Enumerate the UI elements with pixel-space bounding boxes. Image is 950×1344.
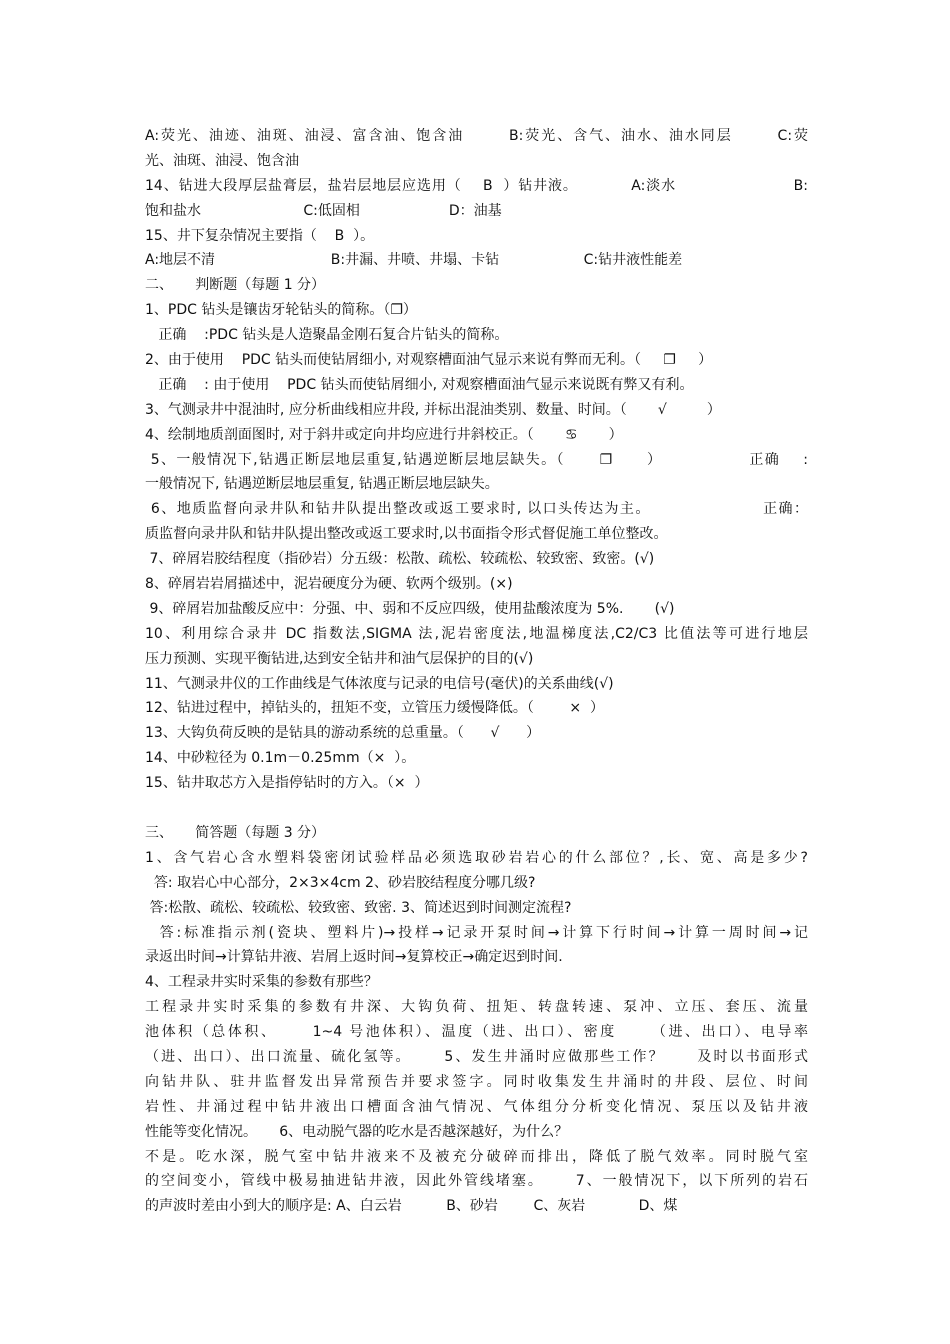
text-line: 12、钻进过程中，掉钻头的，扭矩不变，立管压力缓慢降低。（ × ）	[145, 700, 605, 717]
text-line: 向钻井队、驻井监督发出异常预告并要求签字。同时收集发生井涌时的井段、层位、时间	[145, 1073, 808, 1090]
text-line: 11、气测录井仪的工作曲线是气体浓度与记录的电信号(毫伏)的关系曲线(√)	[145, 675, 614, 692]
text-line: 的空间变小，管线中极易抽进钻井液，因此外管线堵塞。 7、一般情况下，以下所列的岩石	[145, 1173, 808, 1190]
text-line: 7、碎屑岩胶结程度（指砂岩）分五级：松散、疏松、较疏松、较致密、致密。(√)	[145, 551, 655, 568]
text-line: 3、气测录井中混油时, 应分析曲线相应井段, 并标出混油类别、数量、时间。（ √ ）	[145, 401, 721, 418]
text-line: 的声波时差由小到大的顺序是: A、白云岩 B、砂岩 C、灰岩 D、煤	[145, 1198, 678, 1215]
text-line: 1、含气岩心含水塑料袋密闭试验样品必须选取砂岩岩心的什么部位？,长、宽、高是多少?	[145, 849, 808, 866]
text-line: 一般情况下, 钻遇逆断层地层重复, 钻遇正断层地层缺失。	[145, 476, 499, 493]
text-line: 14、钻进大段厚层盐膏层，盐岩层地层应选用（ B ）钻井液。 A:淡水 B:	[145, 177, 808, 194]
text-line: 10、利用综合录井 DC 指数法,SIGMA 法,泥岩密度法,地温梯度法,C2/C3 比值法等可进行地层	[145, 625, 808, 642]
text-line: 13、大钩负荷反映的是钻具的游动系统的总重量。（ √ ）	[145, 725, 541, 742]
text-line: 4、工程录井实时采集的参数有那些？	[145, 974, 378, 991]
text-line: 三、 简答题（每题 3 分）	[145, 824, 326, 841]
text-line: 正确 : 由于使用 PDC 钻头而使钻屑细小, 对观察槽面油气显示来说既有弊又有利。	[145, 376, 694, 393]
text-line: 15、钻井取芯方入是指停钻时的方入。（× ）	[145, 775, 429, 792]
text-line: 8、碎屑岩岩屑描述中，泥岩硬度分为硬、软两个级别。(×)	[145, 576, 513, 593]
text-line: 池体积（总体积、 1~4 号池体积）、温度（进、出口）、密度 （进、出口）、电导率	[145, 1024, 808, 1041]
text-line: 不是。吃水深，脱气室中钻井液来不及被充分破碎而排出，降低了脱气效率。同时脱气室	[145, 1148, 808, 1165]
text-line: 光、油斑、油浸、饱含油	[145, 152, 299, 169]
text-line: A:地层不清 B:井漏、井喷、井塌、卡钻 C:钻井液性能差	[145, 252, 683, 269]
text-line: 答:标准指示剂(瓷块、塑料片)→投样→记录开泵时间→计算下行时间→计算一周时间→记	[145, 924, 808, 941]
text-line: 14、中砂粒径为 0.1m－0.25mm（× ）。	[145, 750, 416, 767]
blank-line	[145, 796, 808, 821]
text-line: 压力预测、实现平衡钻进,达到安全钻井和油气层保护的目的(√)	[145, 650, 534, 667]
text-line: 质监督向录井队和钻井队提出整改或返工要求时,以书面指令形式督促施工单位整改。	[145, 526, 668, 543]
text-line: 9、碎屑岩加盐酸反应中：分强、中、弱和不反应四级，使用盐酸浓度为 5%. (√)	[145, 600, 675, 617]
text-line: 2、由于使用 PDC 钻头而使钻屑细小, 对观察槽面油气显示来说有弊而无利。（ ❐ ）	[145, 352, 713, 369]
text-line: 二、 判断题（每题 1 分）	[145, 277, 326, 294]
text-line: 工程录井实时采集的参数有井深、大钩负荷、扭矩、转盘转速、泵冲、立压、套压、流量	[145, 999, 808, 1016]
text-line: 5、一般情况下,钻遇正断层地层重复,钻遇逆断层地层缺失。（ ❐ ） 正确 :	[145, 451, 808, 468]
text-line: 答: 取岩心中心部分，2×3×4cm 2、砂岩胶结程度分哪几级?	[145, 874, 536, 891]
text-line: （进、出口）、出口流量、硫化氢等。 5、发生井涌时应做那些工作？ 及时以书面形式	[145, 1048, 808, 1065]
document-page	[145, 124, 808, 1219]
text-line: A:荧光、油迹、油斑、油浸、富含油、饱含油 B:荧光、含气、油水、油水同层 C:荧	[145, 128, 808, 144]
text-line: 4、绘制地质剖面图时, 对于斜井或定向井均应进行井斜校正。（ ♋ ）	[145, 426, 623, 443]
text-line: 录返出时间→计算钻井液、岩屑上返时间→复算校正→确定迟到时间.	[145, 949, 563, 966]
text-line: 正确 :PDC 钻头是人造聚晶金刚石复合片钻头的简称。	[145, 327, 509, 344]
text-line: 6、地质监督向录井队和钻井队提出整改或返工要求时, 以口头传达为主。 正确：	[145, 501, 808, 518]
text-line: 饱和盐水 C:低固相 D：油基	[145, 202, 502, 219]
text-line: 岩性、井涌过程中钻井液出口槽面含油气情况、气体组分分析变化情况、泵压以及钻井液	[145, 1098, 808, 1115]
text-line: 1、PDC 钻头是镶齿牙轮钻头的简称。（❐）	[145, 302, 417, 319]
text-line: 性能等变化情况。 6、电动脱气器的吃水是否越深越好，为什么？	[145, 1123, 569, 1140]
text-line: 15、井下复杂情况主要指（ B ）。	[145, 227, 375, 244]
text-line: 答:松散、疏松、较疏松、较致密、致密. 3、简述迟到时间测定流程?	[145, 899, 572, 916]
